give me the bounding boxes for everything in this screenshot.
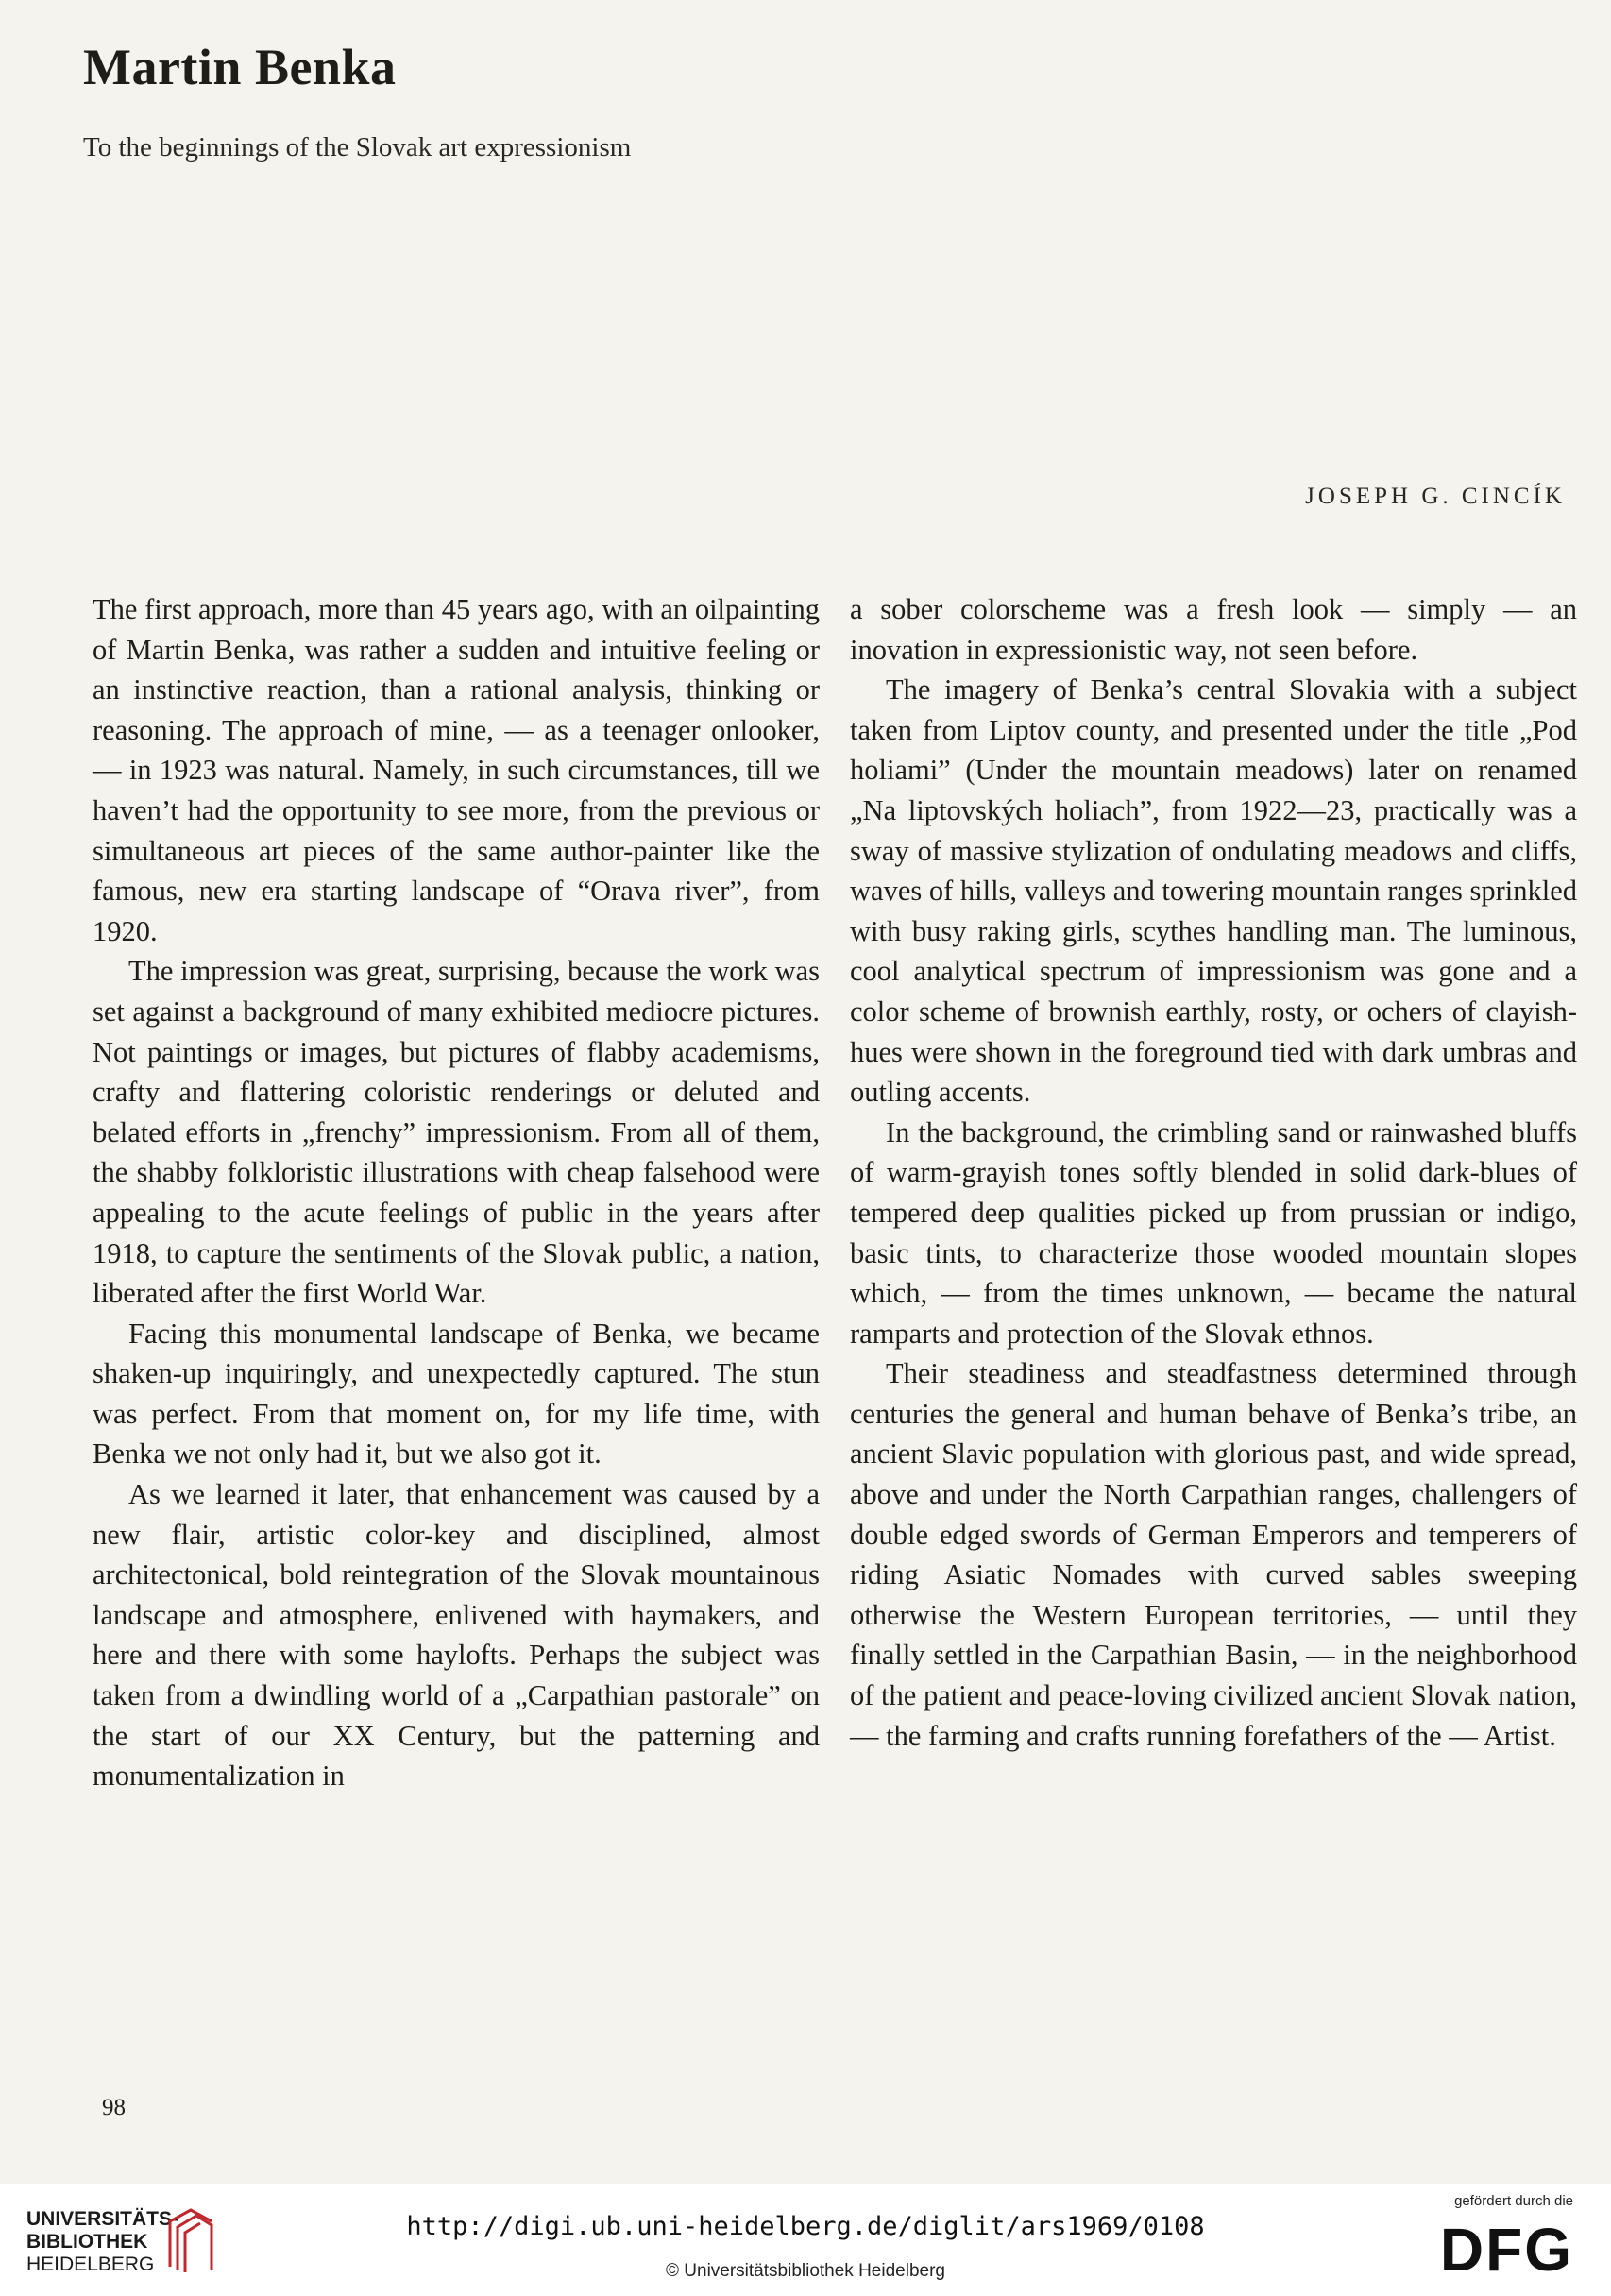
paragraph: The first approach, more than 45 years ago, with an oilpainting of Martin Benka, was rather a sudden and intuitive feeling or an instinctive reaction, than a rational analysis, thinking or reasoning. The approach of mine, — as a teenager onlooker, — in 1923 was natural. Namely, in such circumstances, till we haven’t had the opportunity to see more, from the previous or simultaneous art pieces of the same author-painter like the famous, new era starting landscape of “Orava river”, from 1920. (93, 593, 820, 947)
text-column-right (850, 589, 1577, 1756)
paragraph: Facing this monumental landscape of Benka, we became shaken-up inquiringly, and unexpectedly captured. The stun was perfect. From that moment on, for my life time, with Benka we not only had it, but we also got it. (93, 1317, 820, 1471)
article-title: Martin Benka (83, 39, 397, 95)
article-subtitle: To the beginnings of the Slovak art expressionism (83, 132, 632, 162)
article-author: JOSEPH G. CINCÍK (1305, 484, 1566, 509)
library-name-line2: BIBLIOTHEK (26, 2231, 148, 2253)
dfg-logo: DFG (1439, 2216, 1573, 2284)
paragraph: As we learned it later, that enhancement was caused by a new flair, artistic color-key and disciplined, almost architectonical, bold reintegration of the Slovak mountainous landscape and atmosphere, enlivened with haymakers, and here and there with some haylofts. Perhaps the subject was taken from a dwindling world of a „Carpathian pastorale” on the start of our XX Century, but the patterning and monumentalization in (93, 1478, 820, 1793)
paragraph: a sober colorscheme was a fresh look — simply — an inovation in expressionistic way, not seen before. (850, 593, 1577, 666)
copyright-notice: © Universitätsbibliothek Heidelberg (666, 2261, 945, 2281)
permalink-url[interactable]: http://digi.ub.uni-heidelberg.de/diglit/ars1969/0108 (406, 2212, 1205, 2241)
footer-bar (0, 2184, 1611, 2296)
paragraph: Their steadiness and steadfastness determined through centuries the general and human behave of Benka’s tribe, an ancient Slavic population with glorious past, and wide spread, above and under the North Carpathian ranges, challengers of double edged swords of German Emperors and temperers of riding Asiatic Nomades with curved sables sweeping otherwise the Western European territories, — until they finally settled in the Carpathian Basin, — in the neighborhood of the patient and peace-loving civilized ancient Slovak nation, — the farming and crafts running forefathers of the — Artist. (850, 1357, 1577, 1752)
text-column-left (93, 589, 820, 1796)
paragraph: The impression was great, surprising, because the work was set against a background of many exhibited mediocre pictures. Not paintings or images, but pictures of flabby academisms, crafty and flattering coloristic renderings or deluted and belated efforts in „frenchy” impressionism. From all of them, the shabby folkloristic illustrations with cheap falsehood were appealing to the acute feelings of public in the years after 1918, to capture the sentiments of the Slovak public, a nation, liberated after the first World War. (93, 955, 820, 1310)
library-name-line1: UNIVERSITÄTS- (26, 2208, 179, 2230)
page-number: 98 (102, 2095, 126, 2120)
library-name-line3: HEIDELBERG (26, 2253, 155, 2275)
funding-note: gefördert durch die (1454, 2193, 1573, 2209)
paragraph: The imagery of Benka’s central Slovakia with a subject taken from Liptov county, and presented under the title „Pod holiami” (Under the mountain meadows) later on renamed „Na liptovských holiach”, from 1922—23, practically was a sway of massive stylization of ondulating meadows and cliffs, waves of hills, valleys and towering mountain ranges sprinkled with busy raking girls, scythes handling man. The luminous, cool analytical spectrum of impressionism was gone and a color scheme of brownish earthly, rosty, or ochers of clayish-hues were shown in the foreground tied with dark umbras and outling accents. (850, 673, 1577, 1109)
paragraph: In the background, the crimbling sand or rainwashed bluffs of warm-grayish tones softly blended in solid dark-blues of tempered deep qualities picked up from prussian or indigo, basic tints, to characterize those wooded mountain slopes which, — from the times unknown, — became the natural ramparts and protection of the Slovak ethnos. (850, 1115, 1577, 1350)
